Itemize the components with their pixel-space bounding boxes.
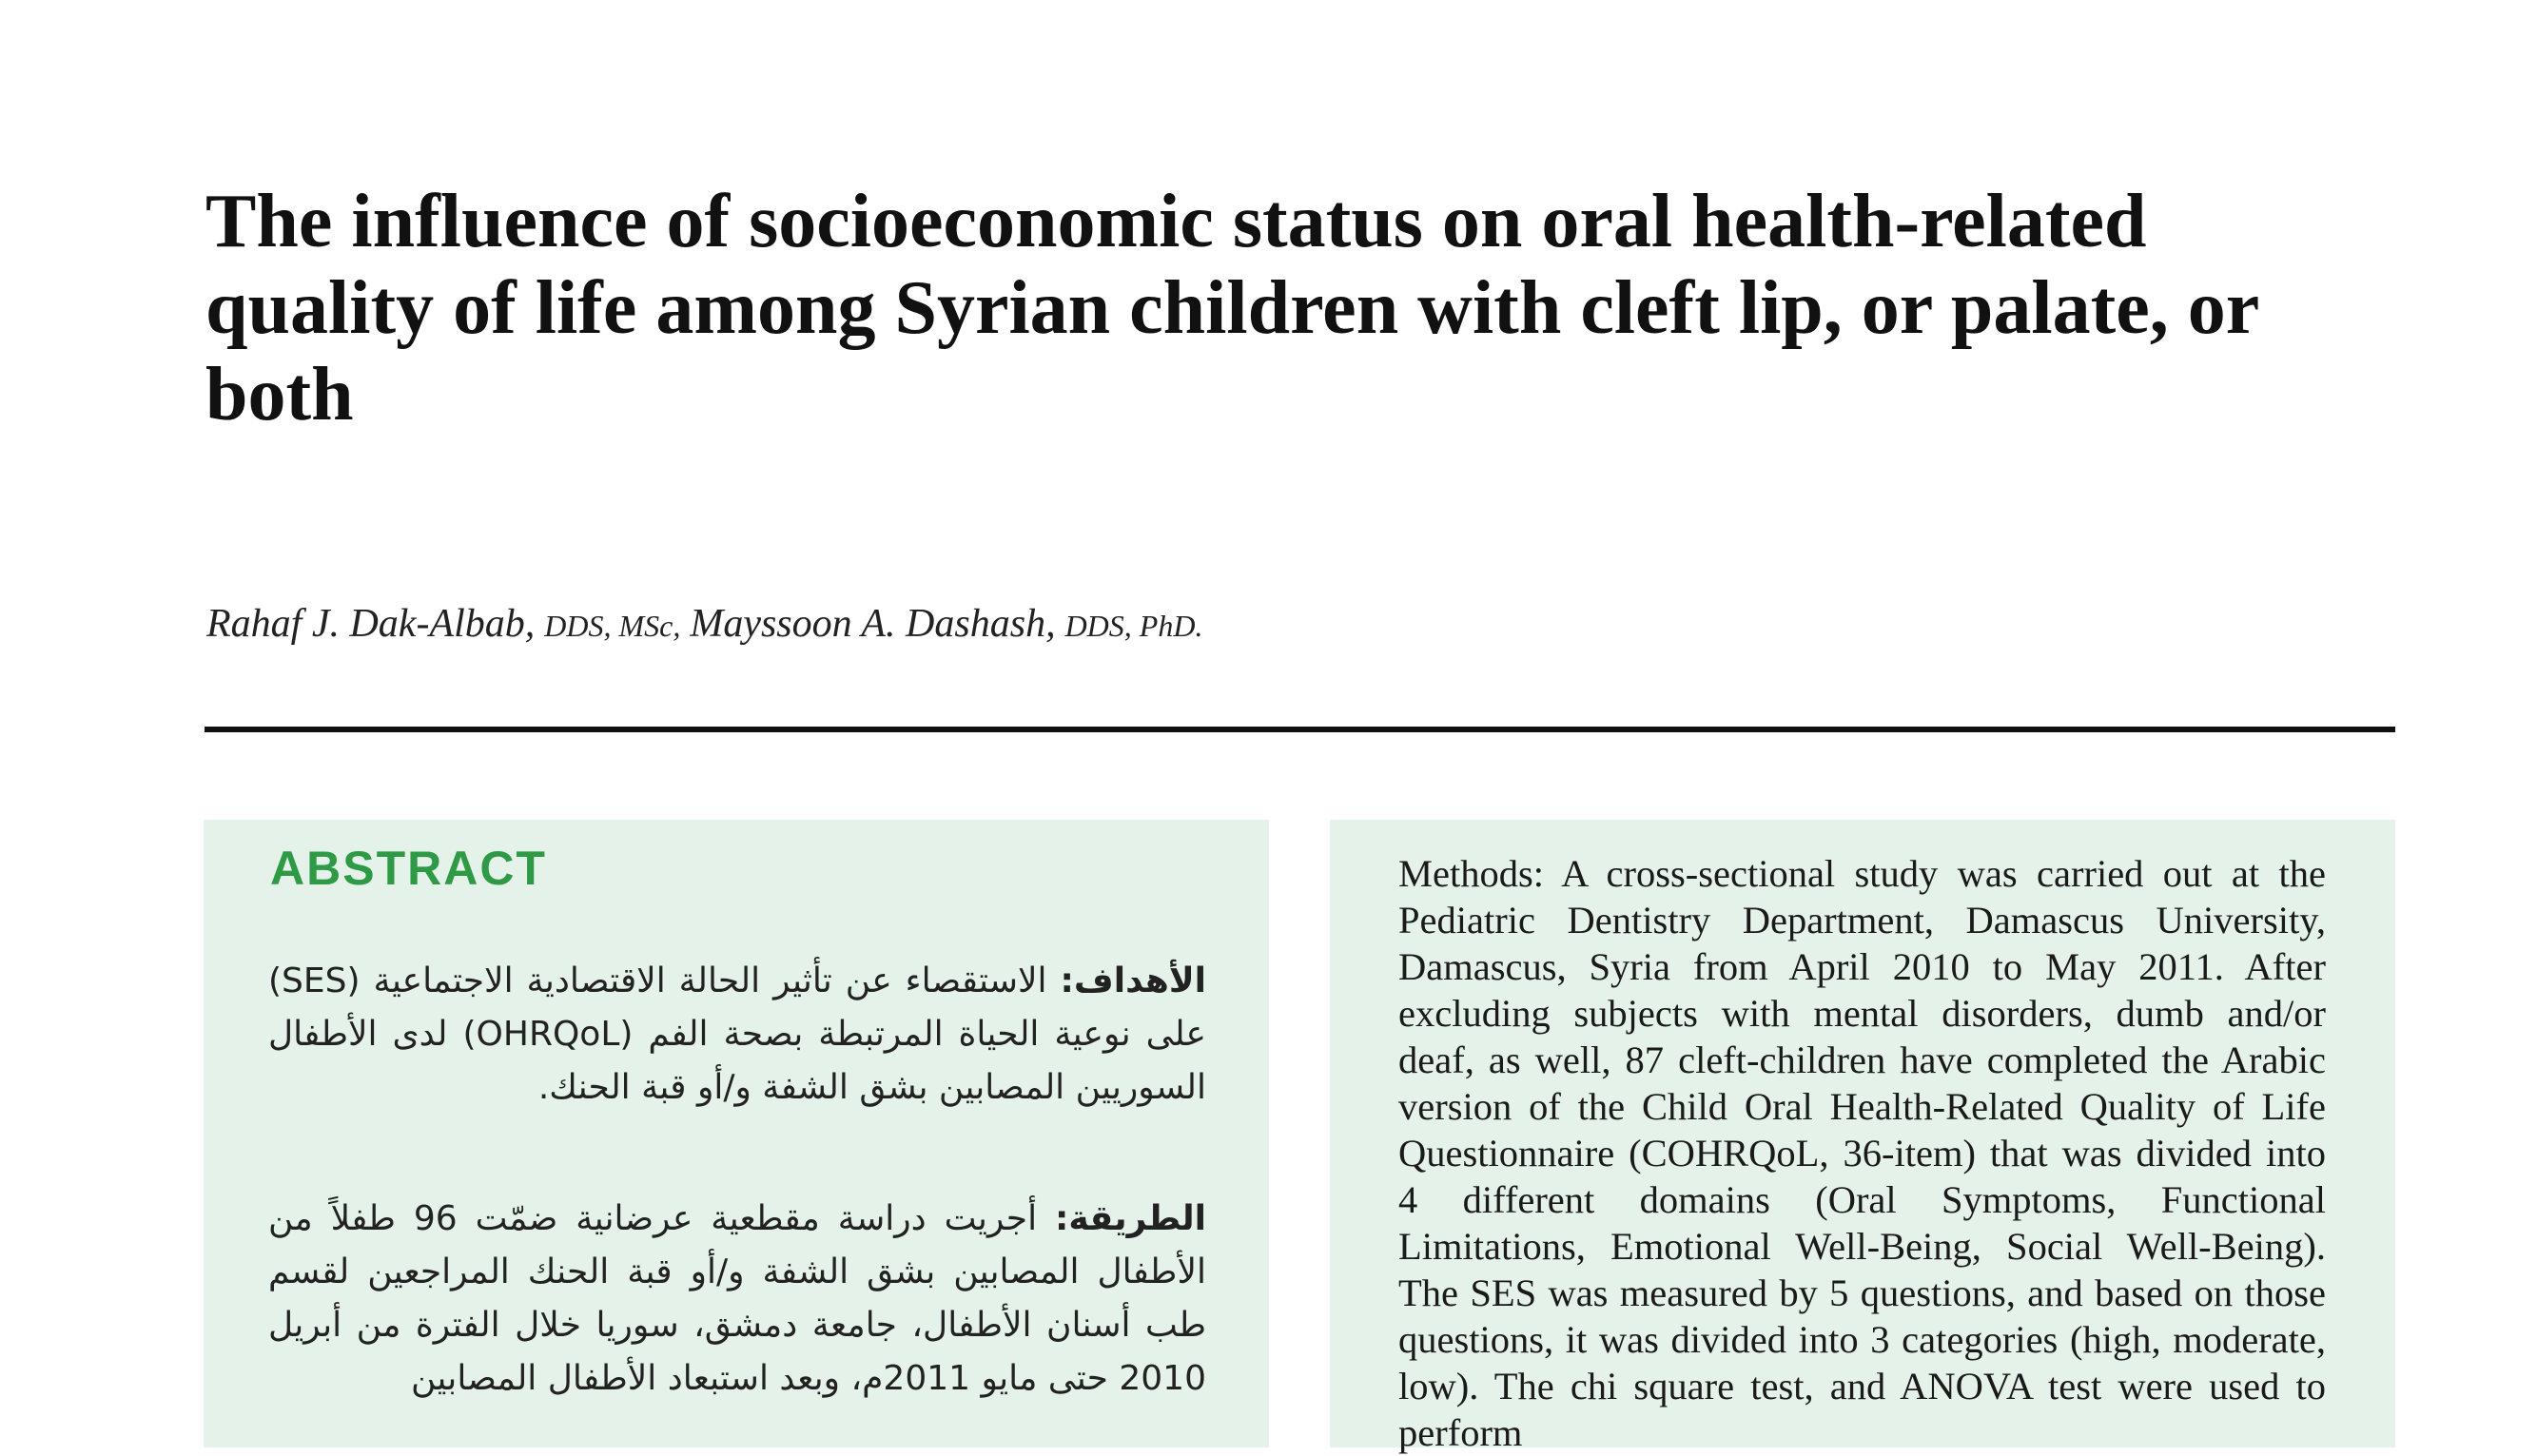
arabic-methods-paragraph [268,1193,1206,1406]
arabic-abstract-panel [204,820,1269,1447]
arabic-objectives-label: الأهداف: [1060,961,1206,1000]
arabic-methods-label: الطريقة: [1055,1199,1206,1238]
author-line [206,601,1202,647]
arabic-methods-text: أجريت دراسة مقطعية عرضانية ضمّت 96 طفلاً من الأطفال المصابين بشق الشفة و/أو قبة الحنك المراجعين لقسم طب أسنان الأطفال، جامعة دمشق، سوريا خلال الفترة من أبريل 2010 حتى مايو 2011م، وبعد استبعاد الأطفال المصابين [268,1199,1206,1398]
arabic-objectives-text: الاستقصاء عن تأثير الحالة الاقتصادية الاجتماعية (SES) على نوعية الحياة المرتبطة بصحة الفم (OHRQoL) لدى الأطفال السوريين المصابين بشق الشفة و/أو قبة الحنك. [268,961,1206,1107]
english-abstract-panel [1330,820,2395,1454]
author-2-degrees: DDS, PhD. [1064,609,1203,643]
arabic-objectives-paragraph [268,955,1206,1115]
english-methods-paragraph: Methods: A cross-sectional study was carried out at the Pediatric Dentistry Department, Damascus University, Damascus, Syria from April 2010 to May 2011. After excluding subjects with mental disorders, dumb and/or deaf, as well, 87 cleft-children have completed the Arabic version of the Child Oral Health-Related Quality of Life Questionnaire (COHRQoL, 36-item) that was divided into 4 different domains (Oral Symptoms, Functional Limitations, Emotional Well-Being, Social Well-Being). The SES was measured by 5 questions, and based on those questions, it was divided into 3 categories (high, moderate, low). The chi square test, and ANOVA test were used to perform [1398,852,2326,1454]
author-1-name: Rahaf J. Dak-Albab, [206,602,536,646]
title-divider [205,727,2395,732]
author-1-degrees: DDS, MSc, [544,609,681,643]
abstract-heading: ABSTRACT [270,842,547,895]
article-title: The influence of socioeconomic status on oral health-related quality of life among Syrian children with cleft lip, or palate, or both [205,180,2258,437]
author-2-name: Mayssoon A. Dashash, [690,602,1056,646]
